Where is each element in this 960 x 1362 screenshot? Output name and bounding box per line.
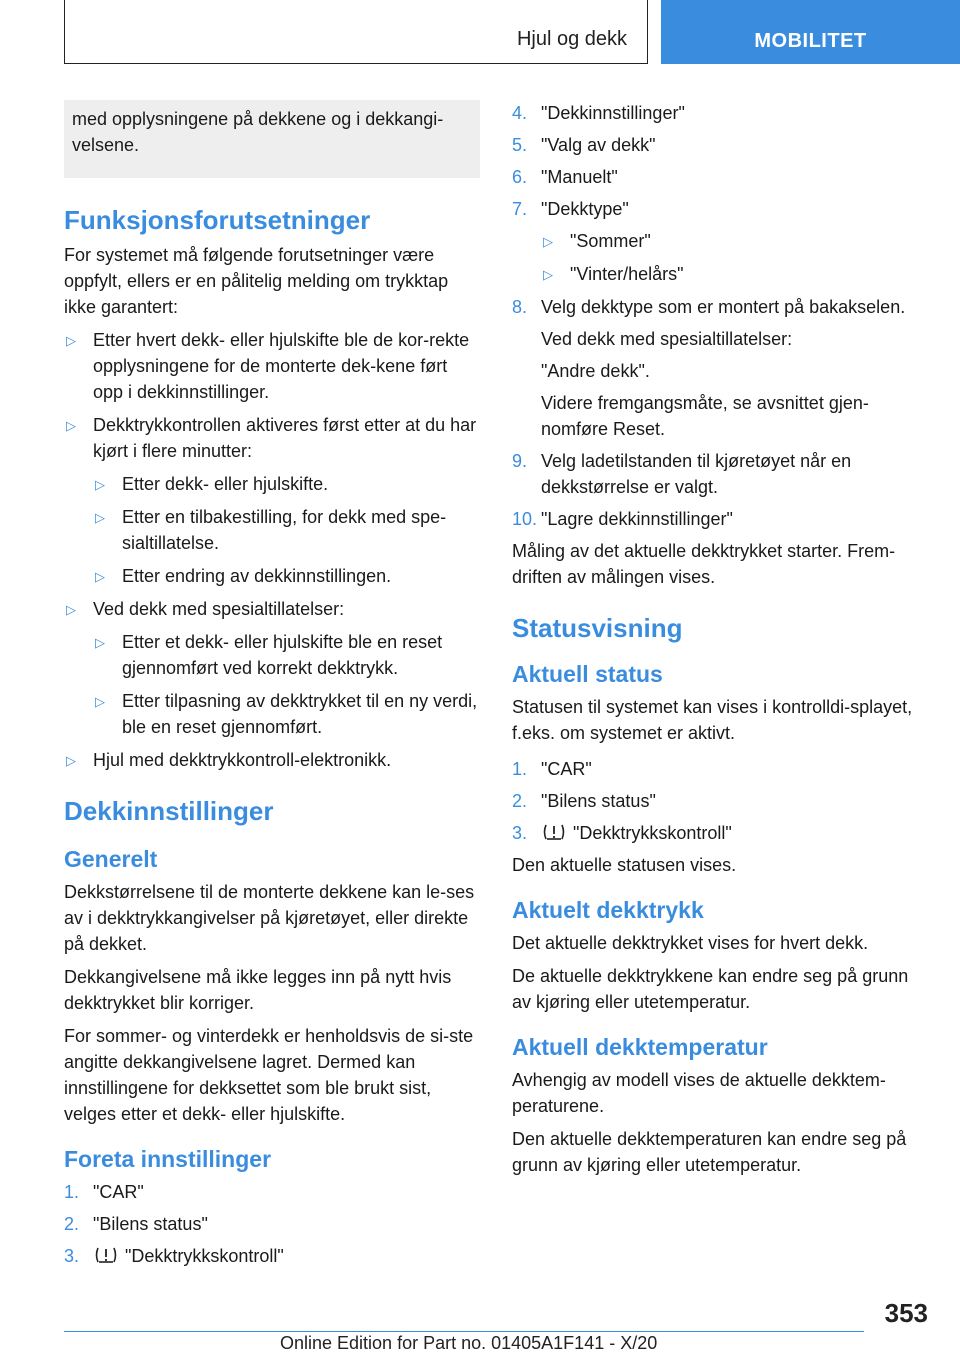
page-number: 353 (884, 1298, 928, 1328)
step-item: 2. "Bilens status" (512, 791, 656, 811)
sub-bullet-item: ▷ Etter endring av dekkinnstillingen. (64, 563, 480, 589)
step-detail: Videre fremgangsmåte, se avsnittet gjen-nomføre Reset. (541, 393, 869, 439)
sub-bullet-item: ▷ Etter tilpasning av dekktrykket til en ny verdi, ble en reset gjennomført. (95, 691, 478, 737)
dekktemperatur-p1: Avhengig av modell vises de aktuelle dekktem-peraturene. (512, 1070, 886, 1116)
status-after-text: Den aktuelle statusen vises. (512, 855, 737, 875)
bullet-item: ▷ Hjul med dekktrykkontroll-elektronikk. (64, 747, 480, 773)
tire-pressure-warning-icon (541, 823, 567, 841)
edition-text: Online Edition for Part no. 01405A1F141 - X/20 (280, 1333, 658, 1353)
step-item: 7. "Dekktype" (512, 199, 629, 219)
step-item: 2. "Bilens status" (64, 1214, 208, 1234)
header-left-box (64, 0, 648, 64)
section-title: Hjul og dekk (516, 28, 627, 50)
triangle-right-icon: ▷ (543, 234, 553, 249)
triangle-right-icon: ▷ (95, 694, 105, 709)
tire-pressure-warning-icon (93, 1246, 119, 1264)
triangle-right-icon: ▷ (66, 333, 76, 348)
heading-aktuell-status: Aktuell status (512, 661, 663, 687)
note-box: med opplysningene på dekkene og i dekkangi-velsene. (64, 100, 480, 178)
triangle-right-icon: ▷ (66, 753, 76, 768)
footer-divider (64, 1331, 864, 1332)
step-item: 3. "Dekktrykkskontroll" (64, 1246, 284, 1266)
triangle-right-icon: ▷ (543, 267, 553, 282)
heading-aktuelt-dekktrykk: Aktuelt dekktrykk (512, 897, 704, 923)
aktuell-status-p: Statusen til systemet kan vises i kontrolldi-splayet, f.eks. om systemet er aktivt. (512, 697, 913, 743)
bullet-item: ▷ Dekktrykkontrollen aktiveres først etter at du har kjørt i flere minutter: (66, 415, 477, 461)
chapter-tab[interactable]: MOBILITET (661, 0, 960, 64)
heading-aktuell-dekktemperatur: Aktuell dekktemperatur (512, 1034, 768, 1060)
heading-foreta-innstillinger: Foreta innstillinger (64, 1146, 272, 1172)
dekktemperatur-p2: Den aktuelle dekktemperaturen kan endre seg på grunn av kjøring eller utetemperatur. (512, 1129, 907, 1175)
after-steps-text: Måling av det aktuelle dekktrykket starter. Frem-driften av målingen vises. (512, 541, 896, 587)
sub-bullet-item: ▷ Etter en tilbakestilling, for dekk med spe-sialtillatelse. (95, 507, 447, 553)
dekktrykk-p1: Det aktuelle dekktrykket vises for hvert dekk. (512, 933, 869, 953)
step-item: 6. "Manuelt" (512, 167, 618, 187)
triangle-right-icon: ▷ (66, 418, 76, 433)
heading-generelt: Generelt (64, 846, 158, 872)
bullet-item: ▷ Etter hvert dekk- eller hjulskifte ble de kor-rekte opplysningene for de monterte dek-kene ført opp i dekkinnstillinger. (66, 330, 470, 402)
sub-bullet-item: ▷ Etter et dekk- eller hjulskifte ble en reset gjennomført ved korrekt dekktrykk. (95, 632, 443, 678)
triangle-right-icon: ▷ (95, 635, 105, 650)
sub-bullet-item: ▷ Etter dekk- eller hjulskifte. (64, 471, 480, 497)
generelt-p2: Dekkangivelsene må ikke legges inn på nytt hvis dekktrykket blir korriger. (64, 967, 452, 1013)
step-item: 4. "Dekkinnstillinger" (512, 103, 685, 123)
step-detail: Ved dekk med spesialtillatelser: (541, 329, 793, 349)
heading-funksjonsforutsetninger: Funksjonsforutsetninger (64, 205, 371, 235)
step-item: 10. "Lagre dekkinnstillinger" (512, 509, 733, 529)
right-column (512, 100, 932, 1185)
triangle-right-icon: ▷ (66, 602, 76, 617)
generelt-p3: For sommer- og vinterdekk er henholdsvis de si-ste angitte dekkangivelsene lagret. Dermed kan innstillingene for dekksettet som ble brukt sist, velges etter et dekk- eller hjulskifte. (64, 1026, 474, 1124)
step-item: 1. "CAR" (512, 759, 592, 779)
step-item: 3. "Dekktrykkskontroll" (512, 823, 732, 843)
triangle-right-icon: ▷ (95, 510, 105, 525)
funk-intro: For systemet må følgende forutsetninger være oppfylt, ellers er en pålitelig melding om trykktap ikke garantert: (64, 245, 449, 317)
triangle-right-icon: ▷ (95, 477, 105, 492)
left-column (64, 100, 480, 1275)
step-item: 1. "CAR" (64, 1182, 144, 1202)
dekktrykk-p2: De aktuelle dekktrykkene kan endre seg på grunn av kjøring eller utetemperatur. (512, 966, 909, 1012)
sub-bullet-item: ▷ "Vinter/helårs" (512, 261, 932, 287)
step-item: 8. Velg dekktype som er montert på bakakselen. (512, 297, 906, 317)
step-item: 5. "Valg av dekk" (512, 135, 656, 155)
bullet-item: ▷ Ved dekk med spesialtillatelser: (64, 596, 480, 622)
triangle-right-icon: ▷ (95, 569, 105, 584)
step-detail: "Andre dekk". (541, 361, 650, 381)
sub-bullet-item: ▷ "Sommer" (512, 228, 932, 254)
heading-statusvisning: Statusvisning (512, 613, 683, 643)
step-item: 9. Velg ladetilstanden til kjøretøyet når en dekkstørrelse er valgt. (512, 451, 852, 497)
generelt-p1: Dekkstørrelsene til de monterte dekkene kan le-ses av i dekktrykkangivelser på kjøretøyet, eller direkte på dekket. (64, 882, 475, 954)
heading-dekkinnstillinger: Dekkinnstillinger (64, 796, 274, 826)
